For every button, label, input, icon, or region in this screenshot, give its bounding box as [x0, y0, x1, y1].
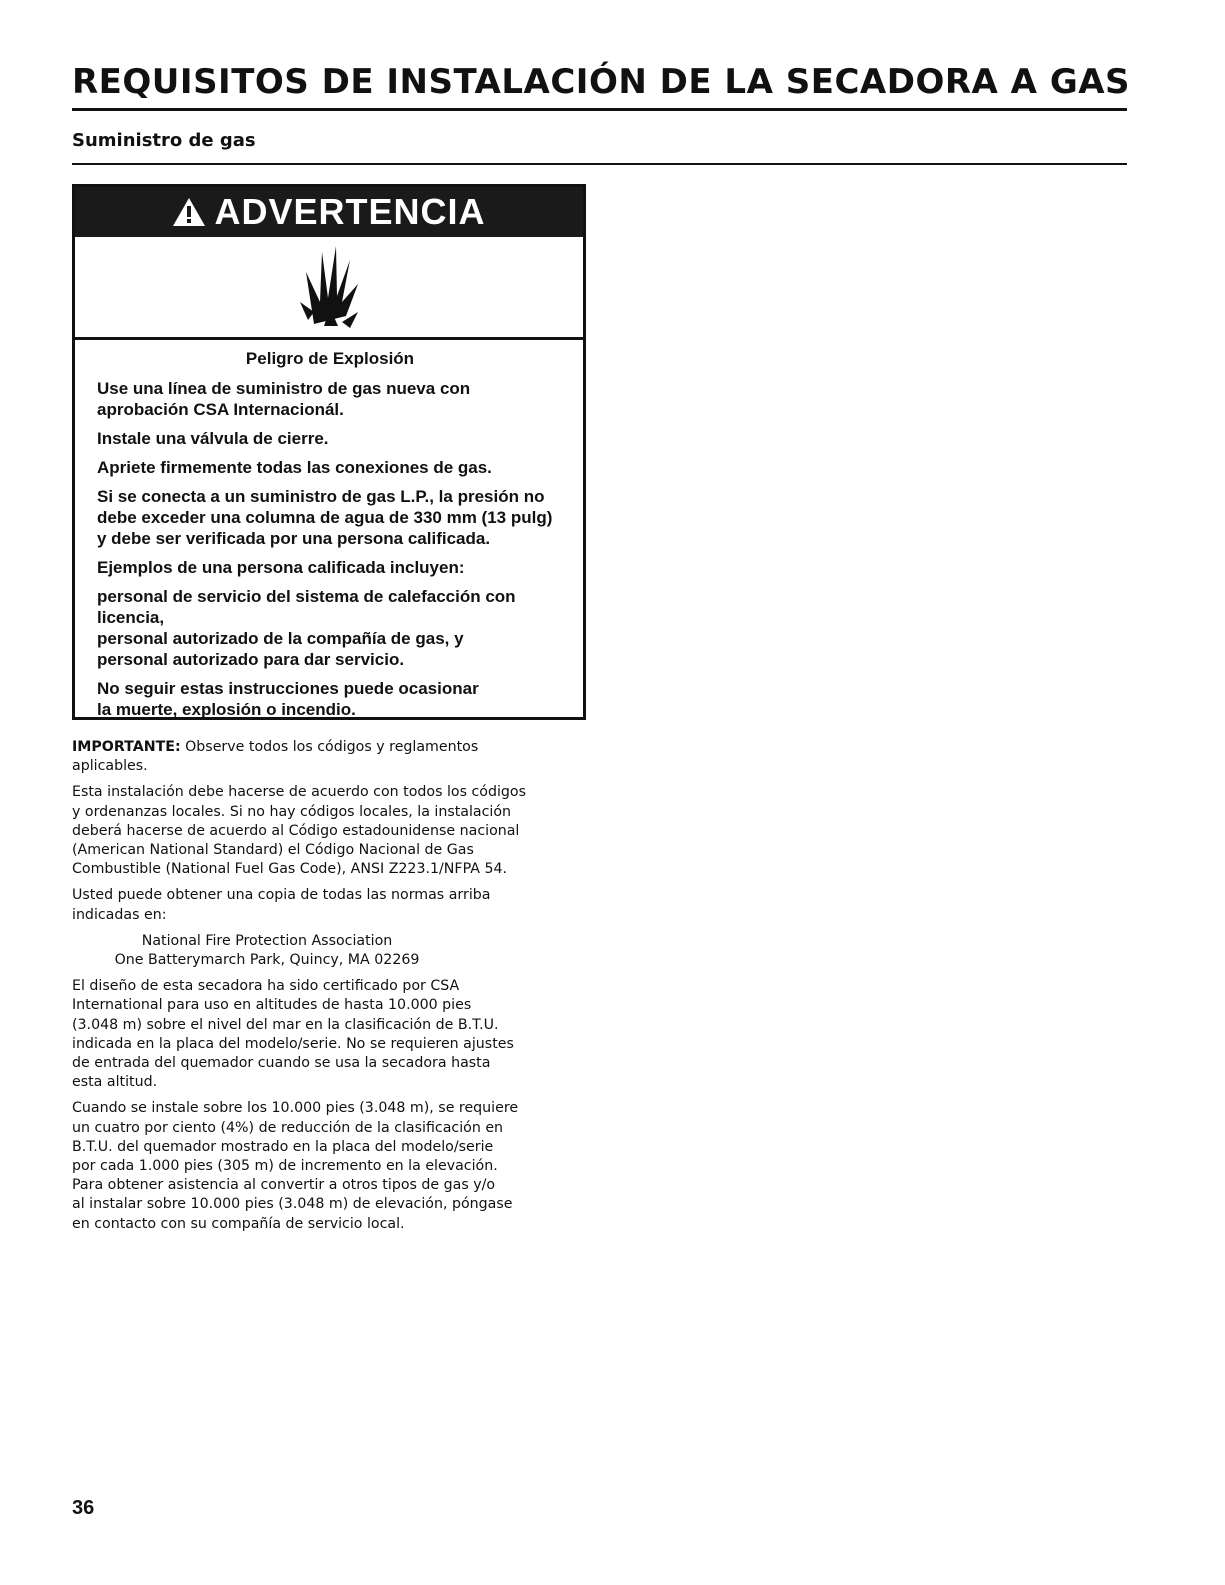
warning-line: personal autorizado para dar servicio. [97, 650, 405, 669]
warning-body [75, 340, 583, 720]
obtain-paragraph [72, 886, 592, 924]
warning-line: aprobación CSA Internacionál. [97, 400, 344, 419]
warning-banner [75, 187, 583, 237]
body-line: (3.048 m) sobre el nivel del mar en la clasificación de B.T.U. [72, 1016, 499, 1033]
warning-triangle-icon [172, 197, 206, 227]
warning-paragraph [97, 457, 563, 478]
warning-paragraph [97, 428, 563, 449]
altitude-paragraph [72, 977, 592, 1092]
warning-line: personal de servicio del sistema de calefacción con [97, 587, 516, 606]
warning-line: la muerte, explosión o incendio. [97, 700, 356, 719]
warning-line: Ejemplos de una persona calificada incluyen: [97, 558, 465, 577]
body-line: Combustible (National Fuel Gas Code), ANSI Z223.1/NFPA 54. [72, 861, 508, 878]
page-title: REQUISITOS DE INSTALACIÓN DE LA SECADORA A GAS [72, 62, 1131, 102]
body-line: International para uso en altitudes de hasta 10.000 pies [72, 997, 472, 1014]
address-line: National Fire Protection Association [141, 932, 393, 949]
important-text: Observe todos los códigos y reglamentos [180, 739, 479, 755]
important-paragraph [72, 738, 592, 776]
section-rule [72, 163, 1127, 165]
warning-paragraph [97, 557, 563, 578]
body-line: Usted puede obtener una copia de todas las normas arriba [72, 887, 491, 904]
warning-line: licencia, [97, 608, 165, 627]
body-line: un cuatro por ciento (4%) de reducción de la clasificación en [72, 1119, 504, 1136]
title-rule [72, 108, 1127, 111]
warning-paragraph [97, 678, 563, 720]
address-line: One Batterymarch Park, Quincy, MA 02269 [114, 952, 420, 969]
body-line: al instalar sobre 10.000 pies (3.048 m) de elevación, póngase [72, 1196, 513, 1213]
body-line: y ordenanzas locales. Si no hay códigos locales, la instalación [72, 803, 512, 820]
hazard-name: Peligro de Explosión [245, 349, 415, 368]
warning-paragraph [97, 586, 563, 670]
body-line: aplicables. [72, 758, 148, 775]
section-heading: Suministro de gas [72, 130, 256, 151]
codes-paragraph [72, 783, 592, 879]
body-line: por cada 1.000 pies (305 m) de incremento en la elevación. [72, 1158, 498, 1175]
body-line: Esta instalación debe hacerse de acuerdo con todos los códigos [72, 784, 526, 801]
warning-line: personal autorizado de la compañía de gas, y [97, 629, 464, 648]
explosion-icon [284, 242, 374, 332]
high-altitude-paragraph [72, 1099, 592, 1233]
body-line: (American National Standard) el Código Nacional de Gas [72, 842, 474, 859]
body-line: Cuando se instale sobre los 10.000 pies (3.048 m), se requiere [72, 1100, 519, 1117]
body-text [72, 738, 592, 1241]
pictogram-area [75, 237, 583, 340]
warning-box [72, 184, 586, 720]
warning-line: Use una línea de suministro de gas nueva con [97, 379, 471, 398]
warning-banner-label: ADVERTENCIA [214, 191, 486, 232]
body-line: indicadas en: [72, 906, 167, 923]
warning-line: Apriete firmemente todas las conexiones de gas. [97, 458, 492, 477]
warning-line: y debe ser verificada por una persona calificada. [97, 529, 491, 548]
warning-line: Si se conecta a un suministro de gas L.P., la presión no [97, 487, 545, 506]
body-line: deberá hacerse de acuerdo al Código estadounidense nacional [72, 822, 520, 839]
body-line: en contacto con su compañía de servicio local. [72, 1215, 405, 1232]
body-line: esta altitud. [72, 1074, 158, 1091]
address-block [72, 932, 462, 970]
body-line: Para obtener asistencia al convertir a otros tipos de gas y/o [72, 1177, 496, 1194]
warning-line: debe exceder una columna de agua de 330 mm (13 pulg) [97, 508, 553, 527]
body-line [72, 738, 592, 757]
warning-paragraph [97, 486, 563, 549]
important-label: IMPORTANTE: [72, 739, 181, 755]
warning-paragraph [97, 378, 563, 420]
warning-line: No seguir estas instrucciones puede ocasionar [97, 679, 479, 698]
body-line: de entrada del quemador cuando se usa la secadora hasta [72, 1055, 491, 1072]
page-number: 36 [72, 1497, 95, 1519]
body-line: indicada en la placa del modelo/serie. No se requieren ajustes [72, 1035, 514, 1052]
body-line: El diseño de esta secadora ha sido certificado por CSA [72, 978, 460, 995]
body-line: B.T.U. del quemador mostrado en la placa del modelo/serie [72, 1138, 494, 1155]
warning-line: Instale una válvula de cierre. [97, 429, 329, 448]
